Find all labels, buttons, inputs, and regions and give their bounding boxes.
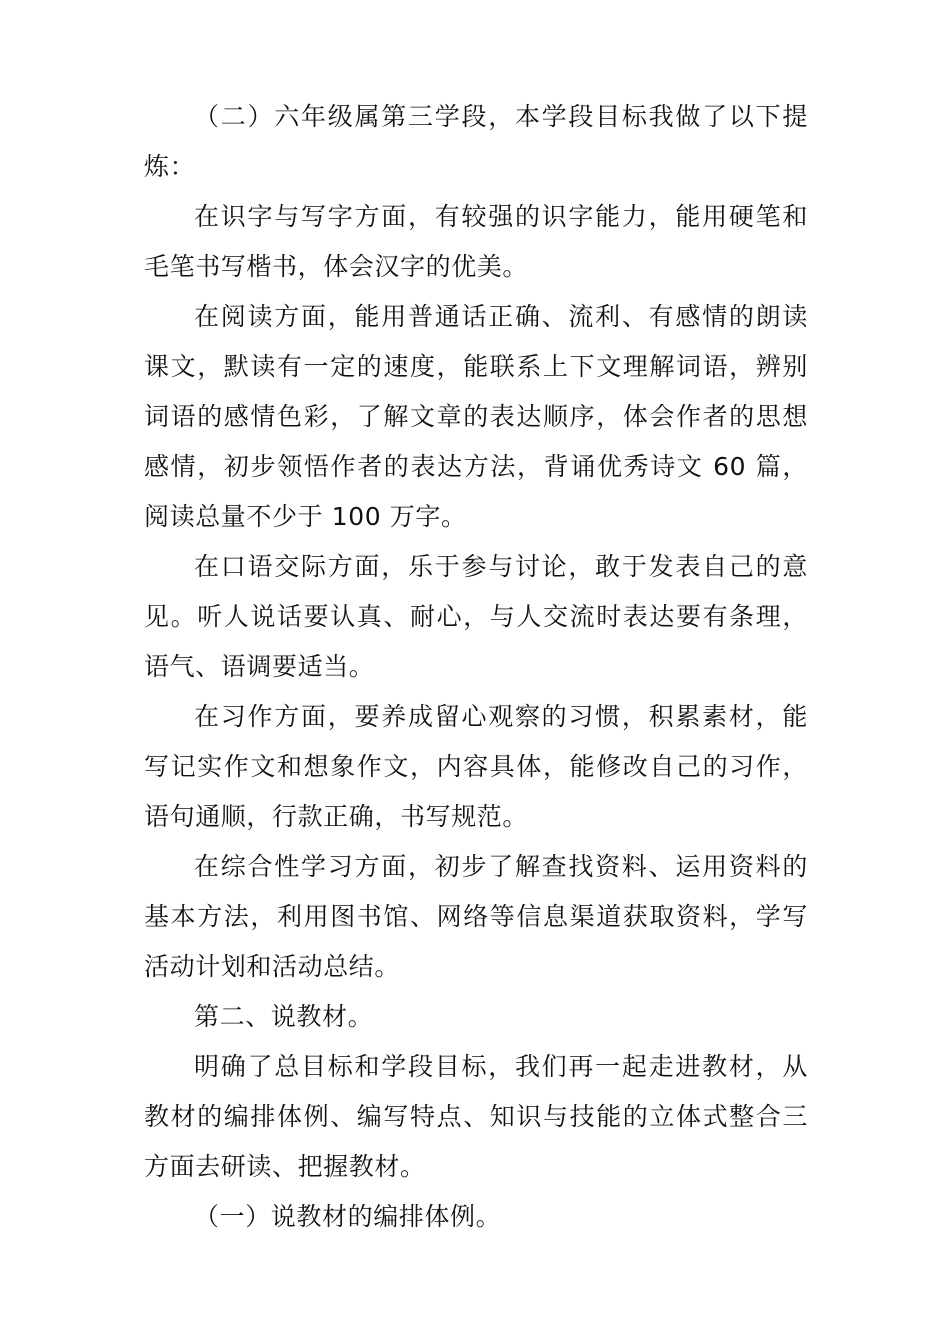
paragraph-textbook-intro: 明确了总目标和学段目标，我们再一起走进教材，从教材的编排体例、编写特点、知识与技能的立体式整合三方面去研读、把握教材。 (144, 1052, 808, 1181)
paragraph-reading: 在阅读方面，能用普通话正确、流利、有感情的朗读课文，默读有一定的速度，能联系上下文理解词语，辨别词语的感情色彩，了解文章的表达顺序，体会作者的思想感情，初步领悟作者的表达方法，背诵优秀诗文 60 篇，阅读总量不少于 100 万字。 (144, 302, 808, 531)
paragraph-comprehensive-learning: 在综合性学习方面，初步了解查找资料、运用资料的基本方法，利用图书馆、网络等信息渠道获取资料，学写活动计划和活动总结。 (144, 852, 808, 981)
paragraph-literacy-writing: 在识字与写字方面，有较强的识字能力，能用硬笔和毛笔书写楷书，体会汉字的优美。 (144, 202, 808, 281)
section-heading-grade-six: （二）六年级属第三学段，本学段目标我做了以下提炼： (144, 102, 808, 181)
section-heading-textbook: 第二、说教材。 (194, 1002, 374, 1031)
document-body (144, 92, 808, 1242)
paragraph-composition: 在习作方面，要养成留心观察的习惯，积累素材，能写记实作文和想象作文，内容具体，能修改自己的习作，语句通顺，行款正确，书写规范。 (144, 702, 808, 831)
subsection-heading-structure: （一）说教材的编排体例。 (194, 1202, 502, 1231)
paragraph-oral-communication: 在口语交际方面，乐于参与讨论，敢于发表自己的意见。听人说话要认真、耐心，与人交流时表达要有条理，语气、语调要适当。 (144, 552, 808, 681)
